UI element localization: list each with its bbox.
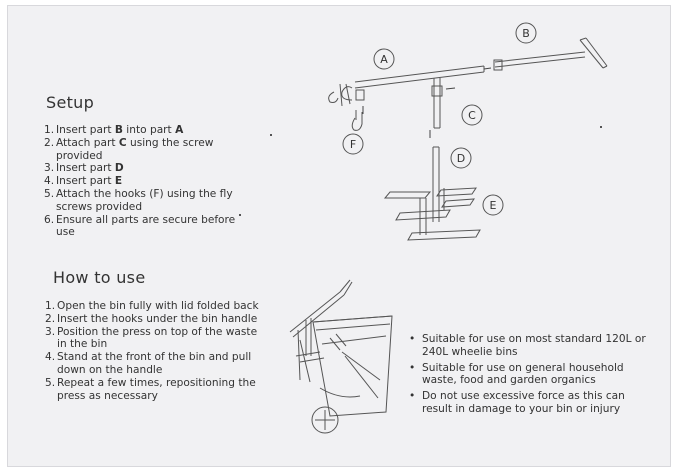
setup-step-5: 5. Attach the hooks (F) using the fly screws provided xyxy=(44,187,233,213)
howto-step-4: 4. Stand at the front of the bin and pull down on the handle xyxy=(45,351,252,376)
print-speck xyxy=(600,126,602,128)
setup-step-3: 3. Insert part D xyxy=(44,162,124,175)
setup-step-2: 2. Attach part C using the screw provided xyxy=(44,136,214,162)
setup-heading: Setup xyxy=(46,93,95,112)
bin-illustration xyxy=(290,280,392,433)
label-a: A xyxy=(380,53,388,66)
setup-steps xyxy=(44,124,254,239)
note-item: • Do not use excessive force as this can result in damage to your bin or injury xyxy=(409,390,625,415)
label-b: B xyxy=(522,27,530,40)
label-d: D xyxy=(456,152,466,165)
note-item: • Suitable for use on most standard 120L or 240L wheelie bins xyxy=(409,333,646,358)
howto-step-5: 5. Repeat a few times, repositioning the press as necessary xyxy=(45,376,256,402)
howto-step-3: 3. Position the press on top of the waste in the bin xyxy=(45,325,258,351)
how-to-use-steps xyxy=(45,300,265,402)
label-c: C xyxy=(468,109,476,122)
part-f-hooks xyxy=(329,87,362,131)
how-to-use-heading: How to use xyxy=(53,268,146,287)
usage-notes xyxy=(409,333,649,419)
label-f: F xyxy=(349,138,357,151)
setup-step-4: 4. Insert part E xyxy=(44,175,123,188)
howto-step-2: 2. Insert the hooks under the bin handle xyxy=(45,312,258,325)
setup-step-6: 6. Ensure all parts are secure before use xyxy=(44,213,236,239)
howto-step-1: 1. Open the bin fully with lid folded back xyxy=(45,300,259,312)
print-speck xyxy=(270,134,272,136)
setup-step-1: 1. Insert part B into part A xyxy=(44,124,184,136)
part-b-handle xyxy=(494,38,607,70)
note-item: • Suitable for use on general household waste, food and garden organics xyxy=(409,361,624,387)
print-speck xyxy=(239,214,241,216)
label-e: E xyxy=(489,199,497,212)
part-c-upright xyxy=(432,78,442,128)
part-a-bar xyxy=(340,66,484,106)
